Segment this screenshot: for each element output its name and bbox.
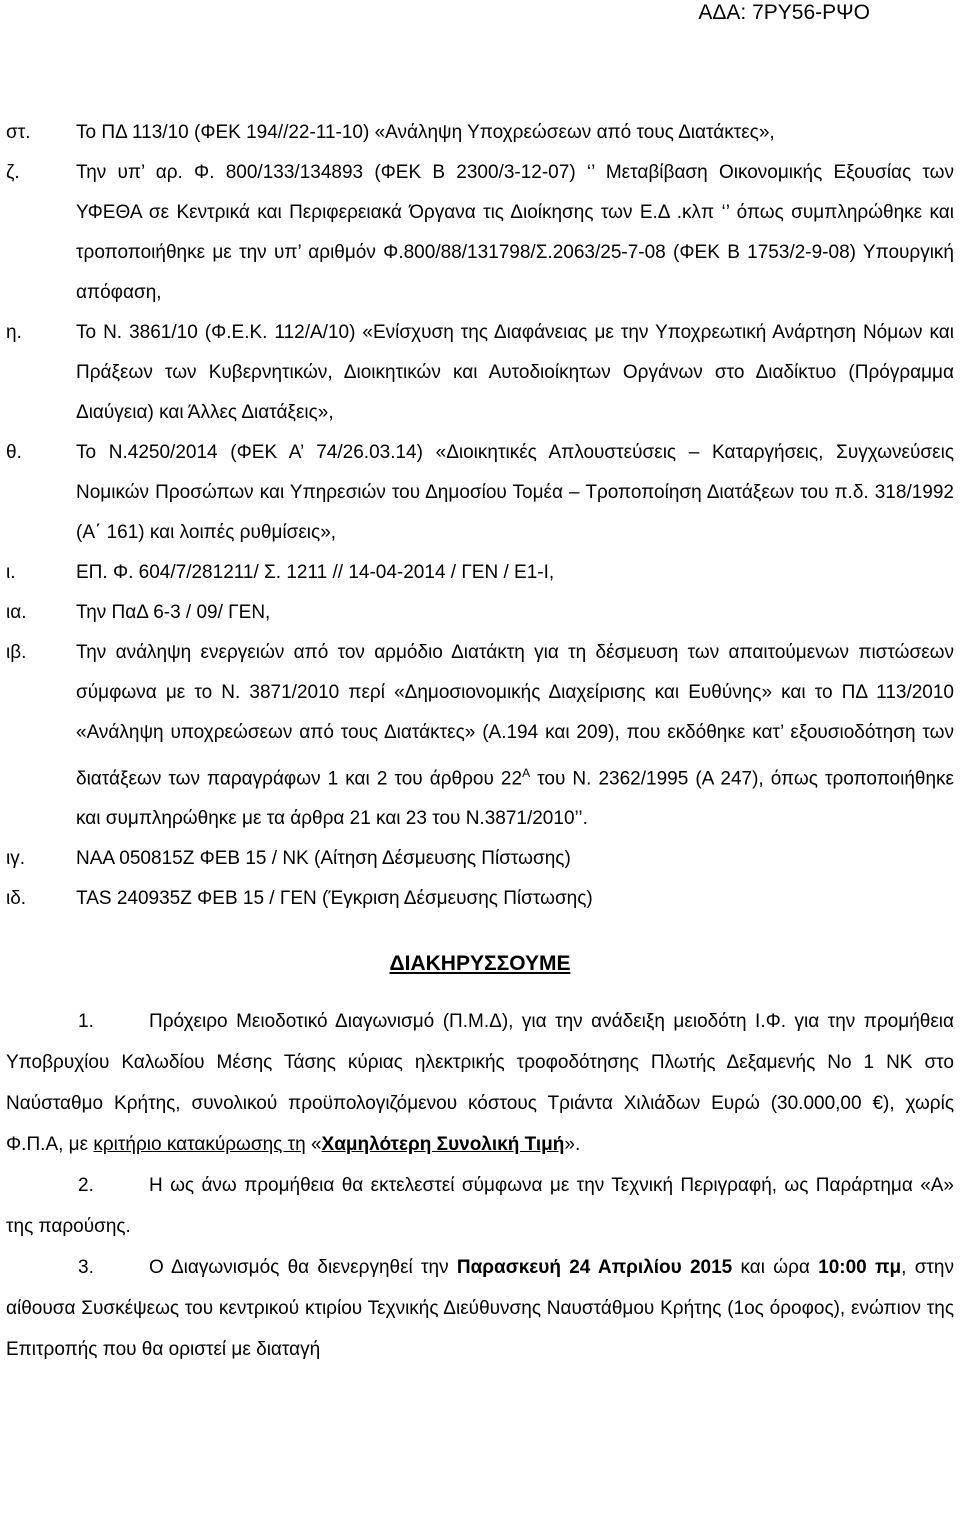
section-title: ΔΙΑΚΗΡΥΣΣΟΥΜΕ	[389, 952, 571, 976]
superscript: Α	[522, 766, 531, 780]
document-content	[6, 113, 954, 1370]
list-item	[6, 593, 954, 633]
item-text: Το Ν.4250/2014 (ΦΕΚ Α’ 74/26.03.14) «Διοικητικές Απλουστεύσεις – Καταργήσεις, Συγχωνεύσεις Νομικών Προσώπων και Υπηρεσιών του Δημοσίου Τομέα – Τροποποίηση Διατάξεων του π.δ. 318/1992 (Α΄ 161) και λοιπές ρυθμίσεις»,	[76, 442, 954, 543]
item-text-part: Την ανάληψη ενεργειών από τον αρμόδιο Διατάκτη για τη δέσμευση των απαιτούμενων πιστώσεων σύμφωνα με το Ν. 3871/2010 περί «Δημοσιονομικής Διαχείρισης και Ευθύνης» και το ΠΔ 113/2010 «Ανάληψη υποχρεώσεων από τους Διατάκτες» (Α.194 και 209), που εκδόθηκε κατ’ εξουσιοδότηση των διατάξεων των παραγράφων 1 και 2 του άρθρου 22	[76, 642, 954, 790]
list-item	[6, 113, 954, 153]
list-item	[6, 633, 954, 839]
tender-date: Παρασκευή 24 Απριλίου 2015	[456, 1257, 733, 1279]
item-label: ι.	[6, 562, 16, 583]
list-item	[6, 839, 954, 879]
list-item	[6, 553, 954, 593]
item-text: Το Ν. 3861/10 (Φ.Ε.Κ. 112/Α/10) «Ενίσχυση της Διαφάνειας με την Υποχρεωτική Ανάρτηση Νόμων και Πράξεων των Κυβερνητικών, Διοικητικών και Αυτοδιοίκητων Οργάνων στο Διαδίκτυο (Πρόγραμμα Διαύγεια) και Άλλες Διατάξεις»,	[76, 322, 954, 423]
paragraph-number: 1.	[78, 1011, 94, 1033]
paragraph-text: Ο Διαγωνισμός θα διενεργηθεί την	[149, 1257, 457, 1279]
award-criterion: κριτήριο κατακύρωσης τη	[93, 1134, 306, 1156]
lowest-price: Χαμηλότερη Συνολική Τιμή	[321, 1134, 565, 1156]
quote-mark: «	[310, 1134, 322, 1156]
item-label: θ.	[6, 442, 22, 463]
item-text: TAS 240935Z ΦΕΒ 15 / ΓΕΝ (Έγκριση Δέσμευσης Πίστωσης)	[76, 888, 593, 910]
item-label: ια.	[6, 602, 27, 623]
item-label: ιδ.	[6, 888, 27, 910]
legal-basis-list-2	[6, 839, 954, 919]
paragraph-2	[6, 1165, 954, 1247]
paragraph-end: ».	[564, 1134, 581, 1156]
ada-header: ΑΔΑ: 7ΡΥ56-ΡΨΟ	[698, 1, 870, 24]
item-label: ιγ.	[6, 848, 25, 870]
item-text	[76, 633, 954, 839]
item-text: ΕΠ. Φ. 604/7/281211/ Σ. 1211 // 14-04-2014 / ΓΕΝ / Ε1-Ι,	[76, 562, 555, 583]
item-text: Την υπ’ αρ. Φ. 800/133/134893 (ΦΕΚ Β 2300/3-12-07) ‘’ Μεταβίβαση Οικονομικής Εξουσίας των ΥΦΕΘΑ σε Κεντρικά και Περιφερειακά Όργανα τις Διοίκησης των Ε.Δ .κλπ ‘’ όπως συμπληρώθηκε και τροποποιήθηκε με την υπ’ αριθμόν Φ.800/88/131798/Σ.2063/25-7-08 (ΦΕΚ Β 1753/2-9-08) Υπουργική απόφαση,	[76, 162, 954, 303]
item-label: ιβ.	[6, 642, 27, 663]
item-label: η.	[6, 322, 22, 343]
item-label: στ.	[6, 122, 31, 143]
paragraph-1	[6, 1001, 954, 1165]
paragraph-number: 2.	[78, 1175, 94, 1197]
legal-basis-list	[6, 113, 954, 633]
item-text: ΝΑΑ 050815Ζ ΦΕΒ 15 / ΝΚ (Αίτηση Δέσμευσης Πίστωσης)	[76, 848, 571, 870]
paragraph-number: 3.	[78, 1257, 94, 1279]
list-item	[6, 433, 954, 553]
item-label: ζ.	[6, 162, 20, 183]
item-text: Την ΠαΔ 6-3 / 09/ ΓΕΝ,	[76, 602, 271, 623]
paragraph-3	[6, 1247, 954, 1370]
paragraph-text: , στην αίθουσα Συσκέψεως του κεντρικού κτιρίου Τεχνικής Διεύθυνσης Ναυστάθμου Κρήτης (1ος όροφος), ενώπιον της Επιτροπής που θα οριστεί με διαταγή	[6, 1257, 954, 1361]
paragraph-text: Πρόχειρο Μειοδοτικό Διαγωνισμό (Π.Μ.Δ), για την ανάδειξη μειοδότη Ι.Φ. για την προμήθεια Υποβρυχίου Καλωδίου Μέσης Τάσης κύριας ηλεκτρικής τροφοδότησης Πλωτής Δεξαμενής Νο 1 ΝΚ στο Ναύσταθμο Κρήτης, συνολικού προϋπολογιζόμενου κόστους Τριάντα Χιλιάδων Ευρώ (30.000,00 €), χωρίς Φ.Π.Α, με	[6, 1011, 954, 1156]
item-text: Το ΠΔ 113/10 (ΦΕΚ 194//22-11-10) «Ανάληψη Υποχρεώσεων από τους Διατάκτες»,	[76, 122, 775, 143]
list-item	[6, 153, 954, 313]
tender-time: 10:00 πμ	[818, 1257, 902, 1279]
paragraph-text: και ώρα	[732, 1257, 819, 1279]
paragraph-text: Η ως άνω προμήθεια θα εκτελεστεί σύμφωνα με την Τεχνική Περιγραφή, ως Παράρτημα «Α» της παρούσης.	[6, 1175, 954, 1238]
item-text-part: του Ν. 2362/1995 (Α 247), όπως τροποποιήθηκε και συμπληρώθηκε με τα άρθρα 21 και 23 του Ν.3871/2010’’.	[76, 768, 954, 830]
list-item	[6, 313, 954, 433]
list-item	[6, 879, 954, 919]
